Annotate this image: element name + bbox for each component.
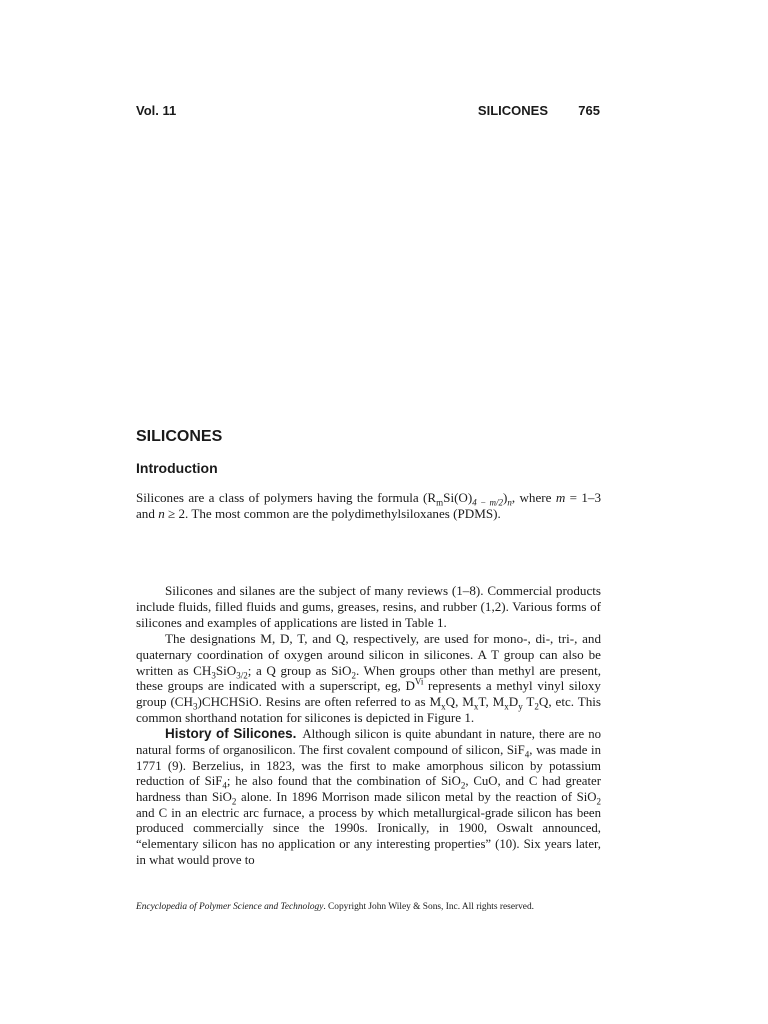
article-title: SILICONES	[136, 428, 223, 445]
page-number: 765	[578, 103, 600, 118]
paragraph-history: History of Silicones. Although silicon is quite abundant in nature, there are no natural forms of organosilicon. The first covalent compound of silicon, SiF$_4$, was made in 1771 (9). Berzelius, in 1823, was the first to make amorphous silicon by potassium reduction of SiF$_4$; he also found that the combination of SiO$_2$, CuO, and C had greater hardness than SiO$_2$ alone. In 1896 Morrison made silicon metal by the reaction of SiO$_2$ and C in an electric arc furnace, a process by which metallurgical-grade silicon has been produced commercially since the 1990s. Ironically, in 1900, Oswalt announced, “elementary silicon has no application or any interesting properties” (10). Six years later, in what would prove to	[136, 726, 601, 867]
running-title: SILICONES	[477, 103, 548, 118]
running-head	[136, 103, 600, 121]
book-title: Encyclopedia of Polymer Science and Technology	[136, 902, 324, 912]
paragraph-designations: The designations M, D, T, and Q, respectively, are used for mono-, di-, tri-, and quaternary coordination of oxygen around silicon in silicones. A T group can also be written as $CH_3SiO_{3/2}$; a Q group as SiO$_2$. When groups other than methyl are present, these groups are indicated with a superscript, eg, $D^{Vi}$ represents a methyl vinyl siloxy group $(CH_3)CHCHSiO$. Resins are often referred to as $M_xQ$, $M_xT$, $M_xD_y$ $T_2Q$, etc. This common shorthand notation for silicones is depicted in Figure 1.	[136, 630, 602, 726]
intro-paragraph: Silicones are a class of polymers having the formula $(R_mSi(O)_{4 - m/2})_n$, where m = 1–3 and n ≥ 2. The most common are the polydimethylsiloxanes (PDMS).	[136, 490, 601, 521]
volume-label: Vol. 11	[136, 103, 177, 118]
body-text	[136, 583, 601, 868]
footer-copyright: Encyclopedia of Polymer Science and Technology. Copyright John Wiley & Sons, Inc. All rights reserved.	[136, 902, 534, 912]
section-title-introduction: Introduction	[136, 460, 218, 476]
history-heading: History of Silicones.	[165, 726, 297, 742]
paragraph-reviews: Silicones and silanes are the subject of many reviews (1–8). Commercial products include fluids, filled fluids and gums, greases, resins, and rubber (1,2). Various forms of silicones and examples of applications are listed in Table 1.	[136, 583, 601, 630]
